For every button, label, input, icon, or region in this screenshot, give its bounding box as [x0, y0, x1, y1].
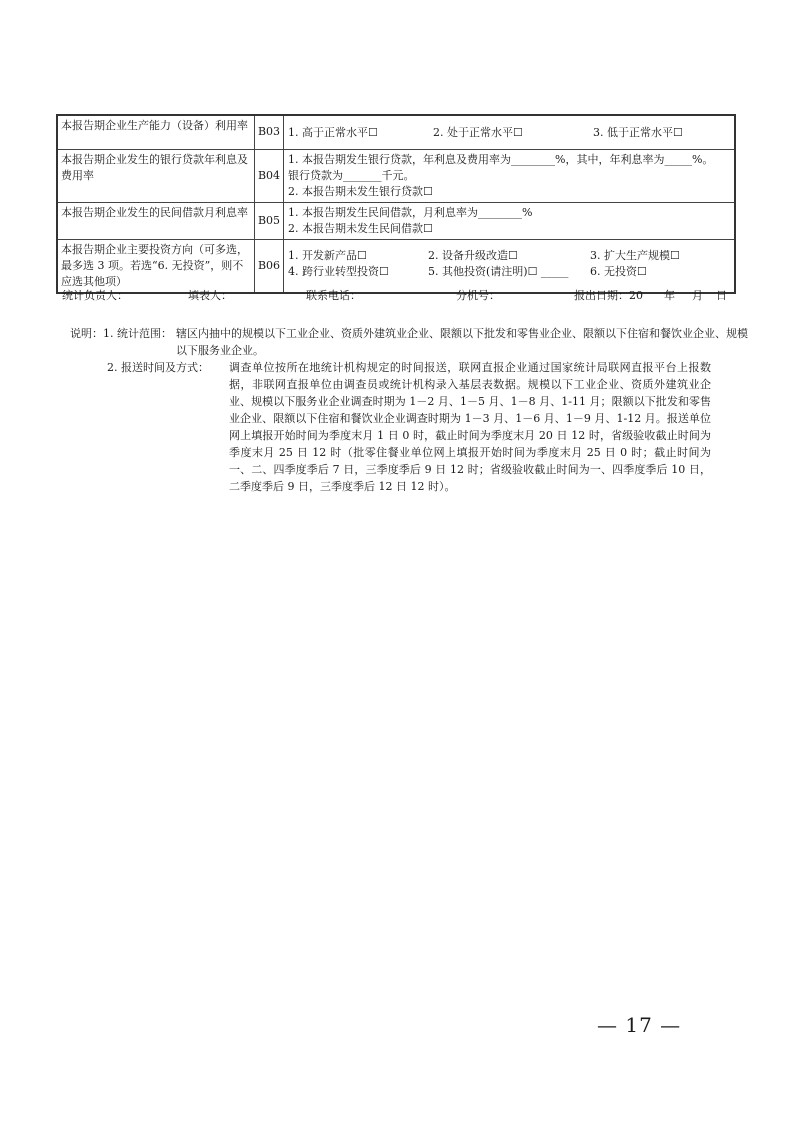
note-heading: 说明：1. 统计范围：: [70, 327, 172, 340]
day-label: 日: [716, 289, 727, 302]
code-cell: B03: [255, 115, 284, 149]
option-item: 6. 无投资☐: [590, 264, 647, 278]
option-line: 2. 本报告期未发生民间借款☐: [288, 221, 433, 235]
option-item: 4. 跨行业转型投资☐: [288, 264, 389, 278]
options-cell: [284, 149, 736, 202]
table-row: [57, 115, 735, 149]
options-line: [288, 248, 730, 264]
option-line: 2. 本报告期未发生银行贷款☐: [288, 184, 433, 198]
date-label: 报出日期：20: [574, 289, 643, 302]
option-item: 3. 扩大生产规模☐: [590, 248, 680, 262]
option-item: 3. 低于正常水平☐: [593, 126, 683, 139]
question-cell: 本报告期企业发生的民间借款月利息率: [57, 202, 255, 239]
option-line: 1. 本报告期发生民间借款，月利息率为________%: [288, 205, 533, 219]
year-label: 年: [664, 289, 675, 302]
options-line: [288, 125, 730, 141]
code-cell: B06: [255, 239, 284, 293]
month-label: 月: [692, 289, 703, 302]
options-cell: [284, 202, 736, 239]
responsible-label: 统计负责人：: [62, 289, 128, 302]
question-cell: 本报告期企业生产能力（设备）利用率: [57, 115, 255, 149]
note-text: 辖区内抽中的规模以下工业企业、资质外建筑业企业、限额以下批发和零售业企业、限额以下住宿和餐饮业企业、规模以下服务业企业。: [176, 327, 748, 357]
table-row: [57, 202, 735, 239]
survey-table: [56, 114, 736, 294]
table-row: [57, 239, 735, 293]
page-number: — 17 —: [597, 1013, 682, 1037]
code-cell: B05: [255, 202, 284, 239]
options-cell: [284, 115, 736, 149]
code-cell: B04: [255, 149, 284, 202]
filler-label: 填表人：: [188, 289, 232, 302]
option-item: 2. 设备升级改造☐: [428, 248, 518, 262]
note-text: 调查单位按所在地统计机构规定的时间报送，联网直报企业通过国家统计局联网直报平台上报数据，非联网直报单位由调查员或统计机构录入基层表数据。规模以下工业企业、资质外建筑业企业、规模以下服务业企业调查时期为 1－2 月、1－5 月、1－8 月、1-11 月；限额以下批发和零售业企业、限额以下住宿和餐饮业企业调查时期为 1－3 月、1－6 月、1－9 月、1-12 月。报送单位网上填报开始时间为季度末月 1 日 0 时，截止时间为季度末月 20 日 12 时，省级验收截止时间为季度末月 25 日 12 时（批零住餐业单位网上填报开始时间为季度末月 25 日 0 时；截止时间为一、二、四季度季后 7 日，三季度季后 9 日 12 时；省级验收截止时间为一、四季度季后 10 日，二季度季后 9 日，三季度季后 12 日 12 时）。: [229, 361, 711, 493]
options-line: [288, 264, 730, 280]
question-cell: 本报告期企业发生的银行贷款年利息及费用率: [57, 149, 255, 202]
option-line: 1. 本报告期发生银行贷款，年利息及费用率为________%，其中，年利息率为_____%。: [288, 152, 714, 166]
option-line: 银行贷款为_______千元。: [288, 168, 415, 182]
question-cell: 本报告期企业主要投资方向（可多选，最多选 3 项。若选“6. 无投资”，则不应选其他项）: [57, 239, 255, 293]
phone-label: 联系电话：: [306, 289, 361, 302]
extension-label: 分机号：: [456, 289, 500, 302]
signature-line: [62, 287, 742, 303]
note-heading: 2. 报送时间及方式：: [107, 361, 209, 374]
option-item: 1. 开发新产品☐: [288, 248, 367, 262]
option-item: 5. 其他投资(请注明)☐ _____: [428, 264, 569, 278]
option-item: 1. 高于正常水平☐: [288, 126, 378, 139]
options-cell: [284, 239, 736, 293]
table-row: [57, 149, 735, 202]
option-item: 2. 处于正常水平☐: [433, 126, 523, 139]
